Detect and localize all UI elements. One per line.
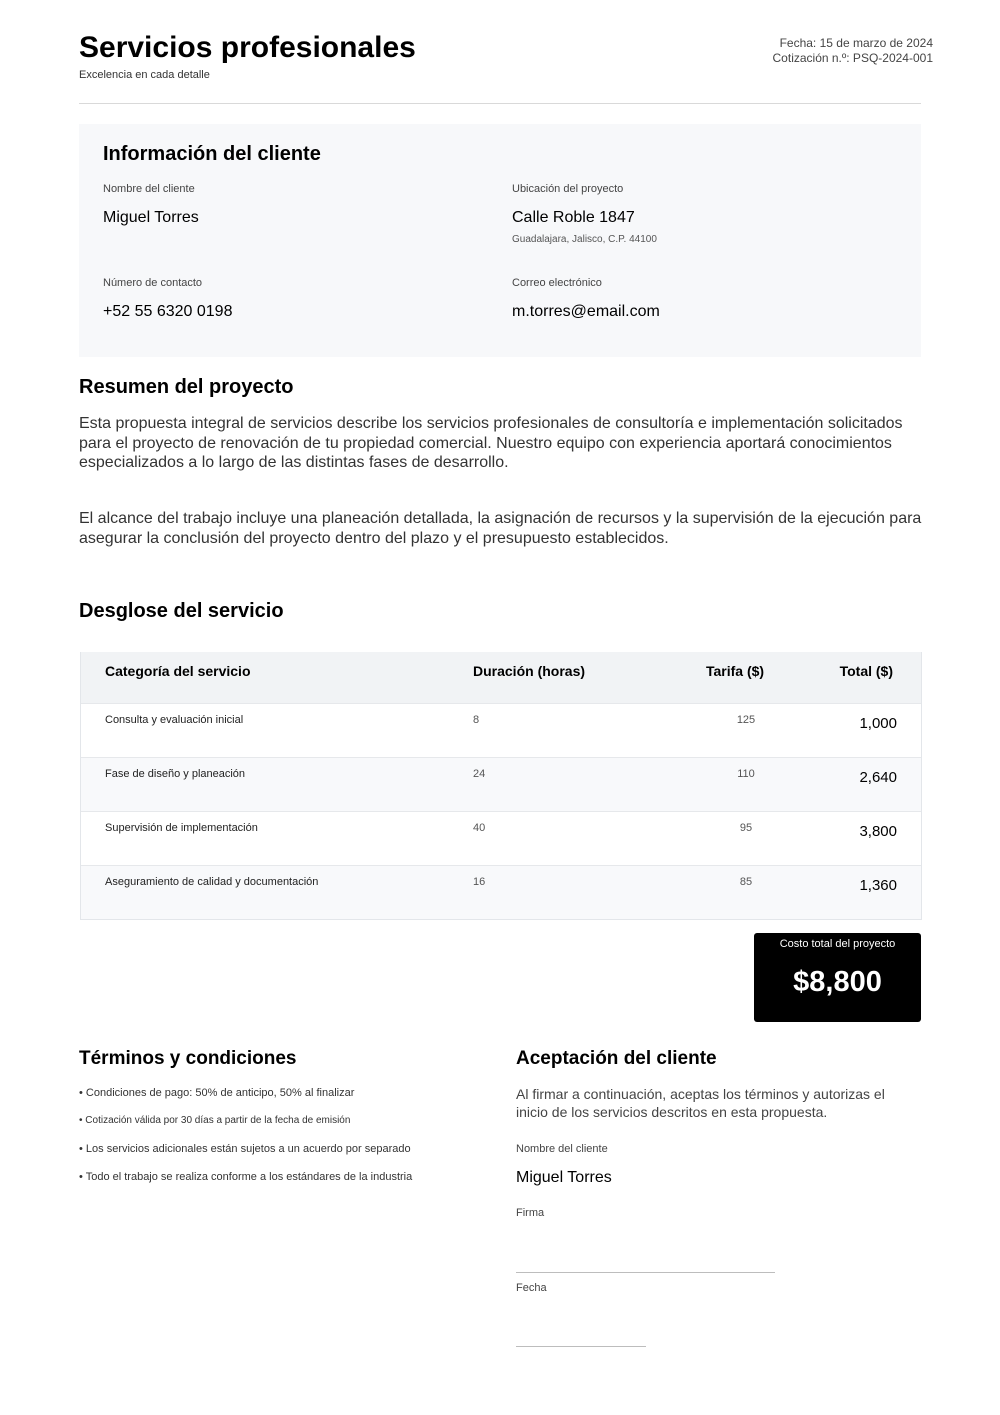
row-category: Consulta y evaluación inicial [105, 714, 244, 726]
row-total: 3,800 [859, 823, 897, 840]
tagline: Excelencia en cada detalle [79, 69, 210, 81]
client-name-value: Miguel Torres [103, 209, 199, 226]
table-row [81, 757, 921, 811]
email-label: Correo electrónico [512, 277, 602, 289]
row-rate: 95 [739, 822, 753, 834]
total-cost-value: $8,800 [793, 966, 882, 998]
header-divider [79, 103, 921, 104]
signature-line[interactable] [516, 1272, 775, 1273]
client-info-title: Información del cliente [103, 143, 321, 165]
acceptance-name-label: Nombre del cliente [516, 1143, 608, 1155]
email-value: m.torres@email.com [512, 303, 660, 320]
row-hours: 24 [473, 768, 486, 780]
contact-number-label: Número de contacto [103, 277, 203, 289]
row-rate: 110 [737, 768, 755, 780]
row-category: Supervisión de implementación [105, 822, 258, 834]
summary-paragraph-1: Esta propuesta integral de servicios describe los servicios profesionales de consultoría e implementación solicitados para el proyecto de renovación de tu propiedad comercial. Nuestro equipo con experiencia aportará conocimientos especializados a lo largo de las distintas fases de desarrollo. [79, 415, 903, 471]
date-line[interactable] [516, 1346, 646, 1347]
column-header-duration: Duración (horas) [473, 663, 586, 679]
summary-paragraph-2: El alcance del trabajo incluye una planeación detallada, la asignación de recursos y la supervisión de la ejecución para asegurar la conclusión del proyecto dentro del plazo y el presupuesto establecidos. [79, 510, 922, 547]
service-breakdown-table [80, 652, 922, 920]
total-cost-label: Costo total del proyecto [779, 938, 896, 950]
row-total: 2,640 [859, 769, 897, 786]
summary-title: Resumen del proyecto [79, 376, 294, 398]
term-item: • Cotización válida por 30 días a partir de la fecha de emisión [79, 1115, 351, 1126]
acceptance-text: Al firmar a continuación, aceptas los términos y autorizas el inicio de los servicios descritos en esta propuesta. [516, 1086, 885, 1120]
project-location-value: Calle Roble 1847 [512, 209, 635, 226]
signature-label: Firma [516, 1207, 545, 1219]
date-label: Fecha [516, 1282, 547, 1294]
total-cost-box [754, 933, 921, 1022]
acceptance-name-value: Miguel Torres [516, 1169, 612, 1186]
row-hours: 16 [473, 876, 486, 888]
client-info-panel [79, 124, 921, 357]
quote-number: Cotización n.º: PSQ-2024-001 [772, 51, 933, 65]
table-row [81, 811, 921, 865]
row-category: Aseguramiento de calidad y documentación [105, 876, 319, 888]
row-total: 1,360 [859, 877, 897, 894]
terms-title: Términos y condiciones [79, 1048, 297, 1069]
client-name-label: Nombre del cliente [103, 183, 195, 195]
row-category: Fase de diseño y planeación [105, 768, 246, 780]
document-title: Servicios profesionales [79, 31, 416, 64]
term-item: • Todo el trabajo se realiza conforme a los estándares de la industria [79, 1171, 413, 1183]
project-location-detail: Guadalajara, Jalisco, C.P. 44100 [512, 234, 657, 245]
row-hours: 8 [473, 714, 480, 726]
row-rate: 125 [736, 714, 756, 726]
breakdown-title: Desglose del servicio [79, 600, 284, 622]
row-rate: 85 [739, 876, 753, 888]
document-meta [773, 36, 933, 66]
contact-number-value: +52 55 6320 0198 [103, 303, 233, 320]
column-header-category: Categoría del servicio [105, 663, 251, 679]
column-header-total: Total ($) [839, 663, 893, 679]
project-location-label: Ubicación del proyecto [512, 183, 624, 195]
term-item: • Condiciones de pago: 50% de anticipo, 50% al finalizar [79, 1087, 355, 1099]
row-hours: 40 [473, 822, 486, 834]
acceptance-title: Aceptación del cliente [516, 1048, 717, 1069]
table-row [81, 865, 921, 919]
quote-date: Fecha: 15 de marzo de 2024 [779, 36, 933, 50]
column-header-rate: Tarifa ($) [706, 663, 765, 679]
term-item: • Los servicios adicionales están sujetos a un acuerdo por separado [79, 1143, 411, 1155]
row-total: 1,000 [859, 715, 897, 732]
table-header [81, 652, 921, 703]
table-row [81, 703, 921, 757]
